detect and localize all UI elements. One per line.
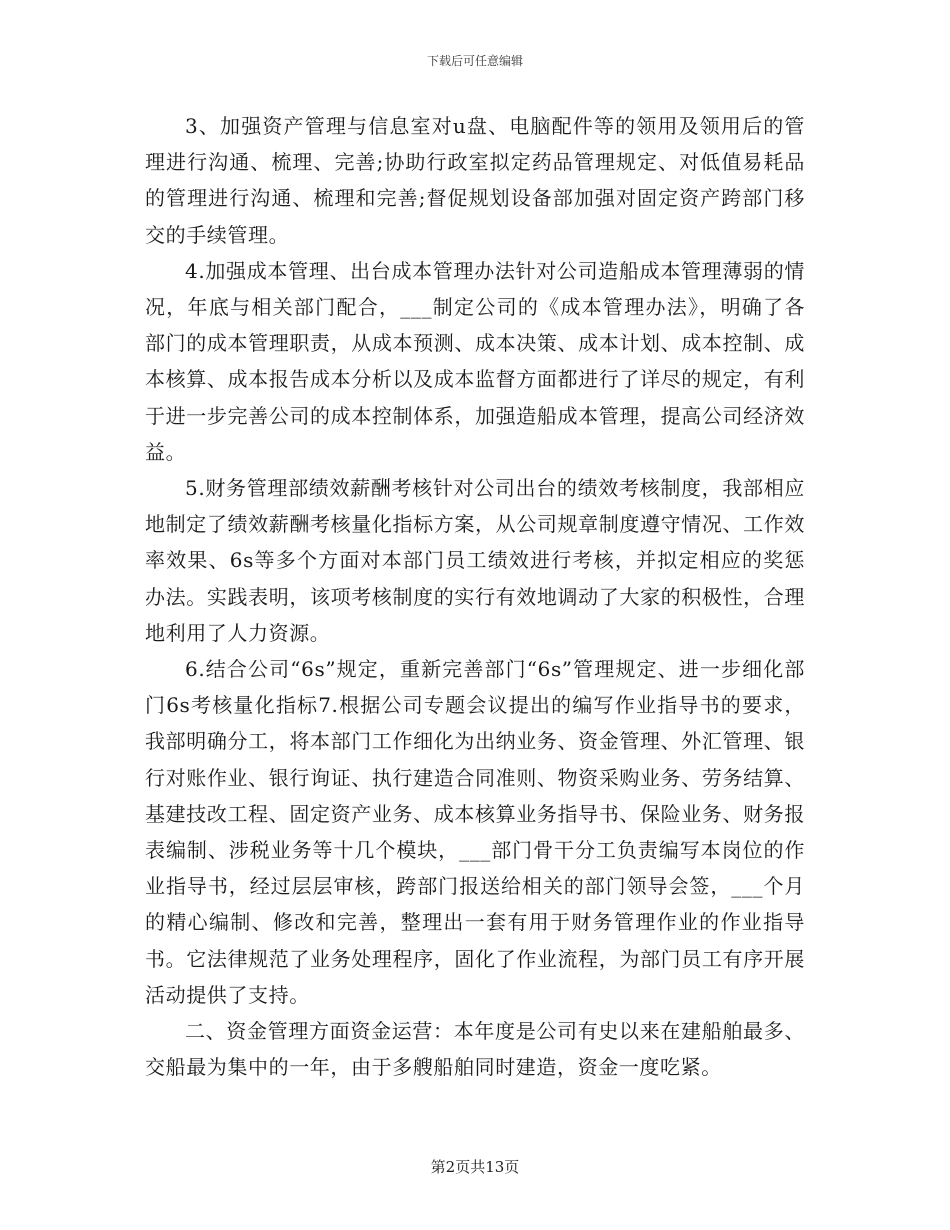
page-footer: 第2页共13页 [430,1158,520,1176]
paragraph-5: 5.财务管理部绩效薪酬考核针对公司出台的绩效考核制度，我部相应地制定了绩效薪酬考核量化指标方案，从公司规章制度遵守情况、工作效率效果、6s等多个方面对本部门员工绩效进行考核，并拟定相应的奖惩办法。实践表明，该项考核制度的实行有效地调动了大家的积极性，合理地利用了人力资源。 [145,476,805,645]
page-header: 下载后可任意编辑 [426,54,523,68]
paragraph-3: 3、加强资产管理与信息室对u盘、电脑配件等的领用及领用后的管理进行沟通、梳理、完善;协助行政室拟定药品管理规定、对低值易耗品的管理进行沟通、梳理和完善;督促规划设备部加强对固定资产跨部门移交的手续管理。 [145,114,805,247]
document-body [145,108,805,1085]
paragraph-6: 6.结合公司“6s”规定，重新完善部门“6s”管理规定、进一步细化部门6s考核量化指标7.根据公司专题会议提出的编写作业指导书的要求，我部明确分工，将本部门工作细化为出纳业务、资金管理、外汇管理、银行对账作业、银行询证、执行建造合同准则、物资采购业务、劳务结算、基建技改工程、固定资产业务、成本核算业务指导书、保险业务、财务报表编制、涉税业务等十几个模块，___部门骨干分工负责编写本岗位的作业指导书，经过层层审核，跨部门报送给相关的部门领导会签，___个月的精心编制、修改和完善，整理出一套有用于财务管理作业的作业指导书。它法律规范了业务处理程序，固化了作业流程，为部门员工有序开展活动提供了支持。 [145,657,805,1007]
paragraph-4: 4.加强成本管理、出台成本管理办法针对公司造船成本管理薄弱的情况，年底与相关部门配合，___制定公司的《成本管理办法》，明确了各部门的成本管理职责，从成本预测、成本决策、成本计划、成本控制、成本核算、成本报告成本分析以及成本监督方面都进行了详尽的规定，有利于进一步完善公司的成本控制体系，加强造船成本管理，提高公司经济效益。 [145,258,805,464]
paragraph-section-2: 二、资金管理方面资金运营：本年度是公司有史以来在建船舶最多、交船最为集中的一年，由于多艘船舶同时建造，资金一度吃紧。 [145,1019,805,1080]
